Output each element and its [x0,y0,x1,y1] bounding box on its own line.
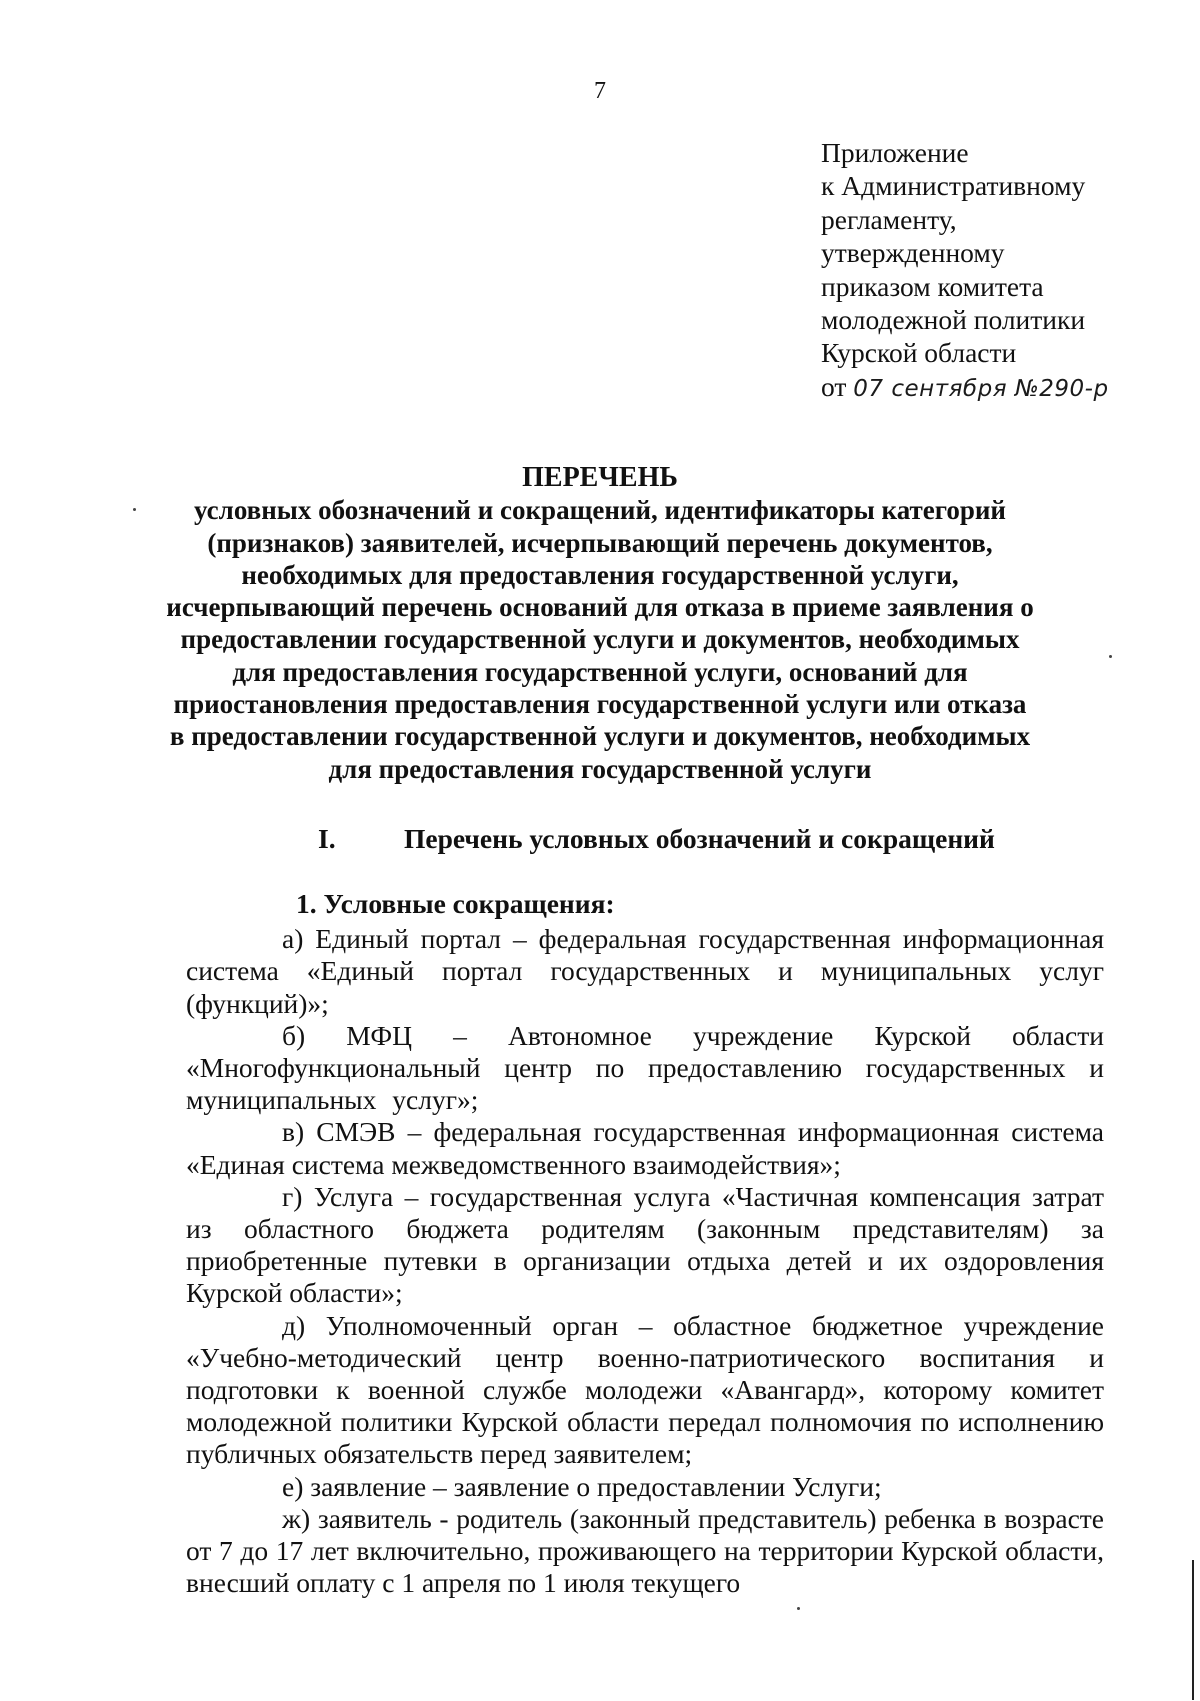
title-line: в предоставлении государственной услуги и документов, необходимых [169,721,1031,752]
list-item: ж) заявитель - родитель (законный представитель) ребенка в возрасте от 7 до 17 лет включительно, проживающего на территории Курской области, внесший оплату с 1 апреля по 1 июля текущего [186,1502,1104,1599]
title-line: условных обозначений и сокращений, идентификаторы категорий [194,495,1006,526]
subsection-title: Условные сокращения: [323,888,615,919]
title-line: исчерпывающий перечень оснований для отказа в приеме заявления о [166,592,1034,623]
list-item: б) МФЦ – Автономное учреждение Курской области «Многофункциональный центр по предоставлению государственных и муниципальных услуг»; [186,1019,1104,1116]
subsection-heading [186,888,1104,920]
title-line: необходимых для предоставления государственной услуги, [241,559,959,590]
section-number: I. [318,823,336,854]
appendix-line: Курской области [821,337,1017,369]
appendix-line: к Административному [821,170,1086,202]
appendix-line: молодежной политики [821,304,1086,336]
appendix-line: Приложение [821,137,969,168]
title-line: предоставлении государственной услуги и документов, необходимых [180,624,1020,655]
section-heading [318,823,995,855]
subsection-number: 1. [296,888,317,919]
title-line: для предоставления государственной услуги, оснований для [232,656,968,687]
list-item: д) Уполномоченный орган – областное бюджетное учреждение «Учебно-методический центр военно-патриотического воспитания и подготовки к военной службе молодежи «Авангард», которому комитет молодежной политики Курской области передал полномочия по исполнению публичных обязательств перед заявителем; [186,1309,1104,1470]
document-title: ПЕРЕЧЕНЬ [522,462,678,493]
title-line: (признаков) заявителей, исчерпывающий перечень документов, [207,527,993,558]
appendix-line: регламенту, [821,203,957,235]
section-title: Перечень условных обозначений и сокращений [404,823,995,854]
scan-speck [133,508,136,511]
scan-speck [1109,655,1112,658]
appendix-line: утвержденному [821,237,1005,269]
document-title-block [150,462,1050,785]
scan-speck [797,1607,800,1610]
list-item: г) Услуга – государственная услуга «Частичная компенсация затрат из областного бюджета родителям (законным представителям) за приобретенные путевки в организации отдыха детей и их оздоровления Курской области»; [186,1180,1104,1309]
title-line: приостановления предоставления государственной услуги или отказа [173,689,1027,720]
page-number: 7 [594,78,606,104]
scan-edge-line [1192,1560,1194,1700]
list-item: е) заявление – заявление о предоставлении Услуги; [282,1470,882,1502]
appendix-block [821,136,1109,406]
list-item: а) Единый портал – федеральная государственная информационная система «Единый портал государственных и муниципальных услуг (функций)»; [186,923,1104,1019]
order-prefix: от [821,370,847,402]
appendix-line: приказом комитета [821,270,1044,302]
order-reference [821,370,1109,406]
title-line: для предоставления государственной услуги [328,753,872,784]
body-text [186,888,1104,1599]
list-item: в) СМЭВ – федеральная государственная информационная система «Единая система межведомственного взаимодействия»; [186,1116,1104,1180]
order-handwritten: 07 сентября №290-р [853,375,1109,402]
